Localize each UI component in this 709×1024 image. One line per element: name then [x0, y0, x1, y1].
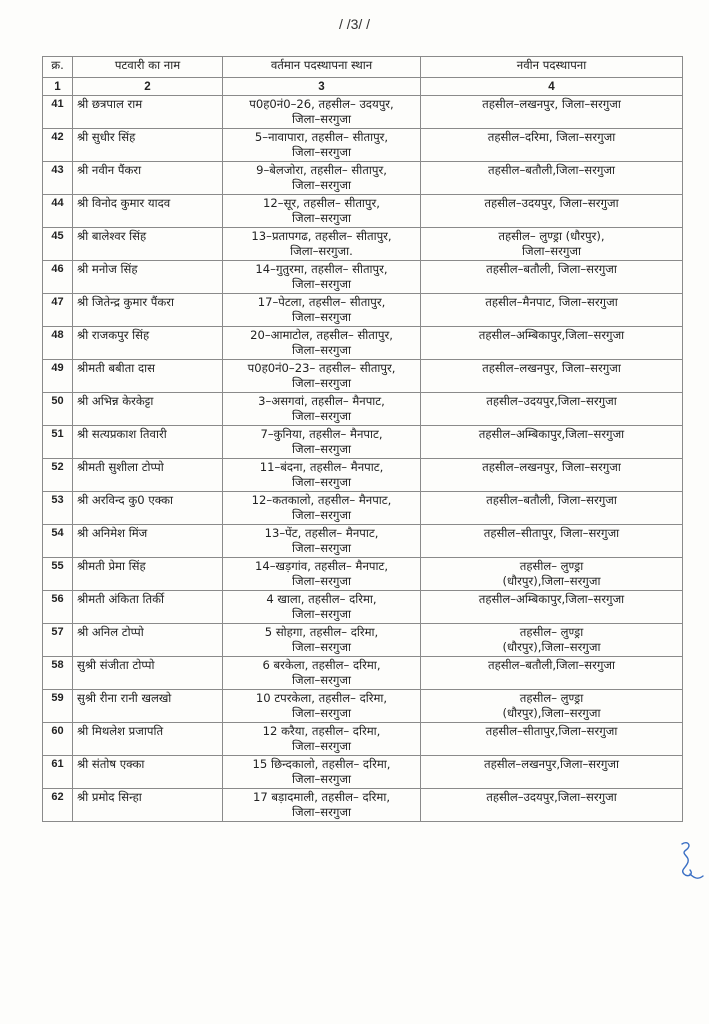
new-posting-line1: तहसील– लुण्ड्रा — [519, 625, 584, 639]
table-row — [43, 228, 683, 261]
current-posting — [223, 129, 421, 162]
current-posting-line2: जिला–सरगुजा — [292, 145, 351, 159]
new-posting-line1: तहसील–लखनपुर, जिला–सरगुजा — [482, 460, 621, 474]
new-posting — [421, 360, 683, 393]
new-posting — [421, 294, 683, 327]
current-posting — [223, 96, 421, 129]
table-row — [43, 789, 683, 822]
current-posting — [223, 393, 421, 426]
current-posting-line2: जिला–सरगुजा — [292, 442, 351, 456]
new-posting — [421, 657, 683, 690]
serial-number: 55 — [43, 558, 73, 591]
table-row — [43, 690, 683, 723]
current-posting — [223, 624, 421, 657]
current-posting-line2: जिला–सरगुजा — [292, 277, 351, 291]
new-posting — [421, 96, 683, 129]
current-posting — [223, 294, 421, 327]
table-row — [43, 195, 683, 228]
new-posting-line1: तहसील–उदयपुर, जिला–सरगुजा — [484, 196, 619, 210]
current-posting-line1: प0ह0नं0–26, तहसील– उदयपुर, — [249, 97, 394, 111]
serial-number: 50 — [43, 393, 73, 426]
patwari-name: सुश्री संजीता टोप्पो — [73, 657, 223, 690]
patwari-name: श्री अभिन्न केरकेट्टा — [73, 393, 223, 426]
current-posting — [223, 228, 421, 261]
new-posting-line1: तहसील–सीतापुर,जिला–सरगुजा — [485, 724, 618, 738]
table-row — [43, 327, 683, 360]
current-posting — [223, 525, 421, 558]
current-posting-line2: जिला–सरगुजा — [292, 574, 351, 588]
serial-number: 43 — [43, 162, 73, 195]
new-posting-line1: तहसील–सीतापुर, जिला–सरगुजा — [483, 526, 620, 540]
current-posting-line1: 9–बेलजोरा, तहसील– सीतापुर, — [256, 163, 387, 177]
current-posting-line2: जिला–सरगुजा — [292, 508, 351, 522]
patwari-name: श्री अनिल टोप्पो — [73, 624, 223, 657]
current-posting-line2: जिला–सरगुजा — [292, 178, 351, 192]
column-number: 4 — [421, 78, 683, 96]
column-number: 3 — [223, 78, 421, 96]
new-posting-line1: तहसील–लखनपुर, जिला–सरगुजा — [482, 97, 621, 111]
patwari-name: श्री अनिमेश मिंज — [73, 525, 223, 558]
serial-number: 52 — [43, 459, 73, 492]
current-posting-line2: जिला–सरगुजा — [292, 706, 351, 720]
table-row — [43, 492, 683, 525]
serial-number: 47 — [43, 294, 73, 327]
column-number-row — [43, 78, 683, 96]
current-posting-line2: जिला–सरगुजा — [292, 607, 351, 621]
current-posting-line2: जिला–सरगुजा — [292, 376, 351, 390]
serial-number: 60 — [43, 723, 73, 756]
new-posting — [421, 690, 683, 723]
current-posting — [223, 459, 421, 492]
current-posting — [223, 756, 421, 789]
current-posting-line2: जिला–सरगुजा. — [290, 244, 353, 258]
table-row — [43, 96, 683, 129]
current-posting-line1: 7–कुनिया, तहसील– मैनपाट, — [260, 427, 383, 441]
new-posting-line1: तहसील– लुण्ड्रा — [519, 691, 584, 705]
new-posting-line1: तहसील–उदयपुर,जिला–सरगुजा — [486, 790, 617, 804]
patwari-name: श्री राजकपुर सिंह — [73, 327, 223, 360]
patwari-name: श्री सुधीर सिंह — [73, 129, 223, 162]
table-row — [43, 558, 683, 591]
current-posting — [223, 360, 421, 393]
patwari-name: श्री जितेन्द्र कुमार पैंकरा — [73, 294, 223, 327]
new-posting — [421, 162, 683, 195]
current-posting — [223, 591, 421, 624]
current-posting-line1: 17–पेटला, तहसील– सीतापुर, — [257, 295, 386, 309]
current-posting-line1: प0ह0नं0–23– तहसील– सीतापुर, — [247, 361, 396, 375]
new-posting — [421, 789, 683, 822]
current-posting-line1: 13–पेंट, तहसील– मैनपाट, — [264, 526, 379, 540]
new-posting-line1: तहसील–बतौली, जिला–सरगुजा — [486, 493, 617, 507]
serial-number: 46 — [43, 261, 73, 294]
new-posting-line1: तहसील–लखनपुर, जिला–सरगुजा — [482, 361, 621, 375]
current-posting-line2: जिला–सरगुजा — [292, 409, 351, 423]
page-number: / /3/ / — [338, 16, 371, 32]
current-posting-line1: 20–आमाटोल, तहसील– सीतापुर, — [250, 328, 393, 342]
patwari-transfer-table — [42, 56, 683, 822]
serial-number: 51 — [43, 426, 73, 459]
patwari-name: श्री सत्यप्रकाश तिवारी — [73, 426, 223, 459]
current-posting-line1: 14–खड़गांव, तहसील– मैनपाट, — [254, 559, 388, 573]
new-posting-line1: तहसील–बतौली,जिला–सरगुजा — [487, 163, 616, 177]
new-posting — [421, 459, 683, 492]
serial-number: 58 — [43, 657, 73, 690]
new-posting — [421, 261, 683, 294]
new-posting-line1: तहसील–बतौली, जिला–सरगुजा — [486, 262, 617, 276]
table-row — [43, 459, 683, 492]
current-posting-line1: 5 सोहगा, तहसील– दरिमा, — [264, 625, 379, 639]
current-posting — [223, 789, 421, 822]
header-current-posting: वर्तमान पदस्थापना स्थान — [223, 57, 421, 78]
new-posting-line2: जिला–सरगुजा — [522, 244, 581, 258]
serial-number: 62 — [43, 789, 73, 822]
table-row — [43, 162, 683, 195]
new-posting — [421, 624, 683, 657]
current-posting — [223, 558, 421, 591]
current-posting-line2: जिला–सरगुजा — [292, 640, 351, 654]
header-row — [43, 57, 683, 78]
patwari-name: श्री विनोद कुमार यादव — [73, 195, 223, 228]
new-posting-line1: तहसील– लुण्ड्रा — [519, 559, 584, 573]
new-posting-line2: (धौरपुर),जिला–सरगुजा — [502, 706, 601, 720]
header-serial: क्र. — [43, 57, 73, 78]
serial-number: 53 — [43, 492, 73, 525]
new-posting-line1: तहसील– लुण्ड्रा (धौरपुर), — [498, 229, 605, 243]
table-row — [43, 393, 683, 426]
serial-number: 56 — [43, 591, 73, 624]
new-posting — [421, 558, 683, 591]
current-posting-line1: 12 करैया, तहसील– दरिमा, — [262, 724, 381, 738]
new-posting-line1: तहसील–अम्बिकापुर,जिला–सरगुजा — [478, 328, 625, 342]
new-posting-line1: तहसील–लखनपुर,जिला–सरगुजा — [483, 757, 620, 771]
table-row — [43, 624, 683, 657]
new-posting — [421, 591, 683, 624]
current-posting — [223, 426, 421, 459]
current-posting-line1: 11–बंदना, तहसील– मैनपाट, — [259, 460, 384, 474]
new-posting — [421, 195, 683, 228]
new-posting — [421, 426, 683, 459]
table-row — [43, 129, 683, 162]
current-posting — [223, 327, 421, 360]
current-posting-line1: 5–नावापारा, तहसील– सीतापुर, — [254, 130, 389, 144]
patwari-name: सुश्री रीना रानी खलखो — [73, 690, 223, 723]
table-row — [43, 657, 683, 690]
current-posting-line2: जिला–सरगुजा — [292, 673, 351, 687]
serial-number: 59 — [43, 690, 73, 723]
patwari-name: श्री मिथलेश प्रजापति — [73, 723, 223, 756]
serial-number: 61 — [43, 756, 73, 789]
column-number: 2 — [73, 78, 223, 96]
serial-number: 45 — [43, 228, 73, 261]
current-posting-line1: 4 खाला, तहसील– दरिमा, — [266, 592, 377, 606]
new-posting — [421, 228, 683, 261]
serial-number: 49 — [43, 360, 73, 393]
new-posting-line2: (धौरपुर),जिला–सरगुजा — [502, 640, 601, 654]
patwari-name: श्रीमती बबीता दास — [73, 360, 223, 393]
current-posting-line2: जिला–सरगुजा — [292, 310, 351, 324]
new-posting — [421, 723, 683, 756]
current-posting-line1: 13–प्रतापगढ, तहसील– सीतापुर, — [251, 229, 392, 243]
current-posting-line2: जिला–सरगुजा — [292, 211, 351, 225]
new-posting-line1: तहसील–अम्बिकापुर,जिला–सरगुजा — [478, 427, 625, 441]
serial-number: 57 — [43, 624, 73, 657]
new-posting — [421, 393, 683, 426]
new-posting — [421, 492, 683, 525]
new-posting-line1: तहसील–दरिमा, जिला–सरगुजा — [487, 130, 616, 144]
patwari-name: श्री मनोज सिंह — [73, 261, 223, 294]
serial-number: 48 — [43, 327, 73, 360]
current-posting-line1: 15 छिन्दकालो, तहसील– दरिमा, — [252, 757, 391, 771]
new-posting-line1: तहसील–उदयपुर,जिला–सरगुजा — [486, 394, 617, 408]
new-posting-line1: तहसील–मैनपाट, जिला–सरगुजा — [485, 295, 618, 309]
table-row — [43, 756, 683, 789]
current-posting-line1: 12–सूर, तहसील– सीतापुर, — [263, 196, 380, 210]
table-row — [43, 360, 683, 393]
new-posting-line2: (धौरपुर),जिला–सरगुजा — [502, 574, 601, 588]
patwari-name: श्री छत्रपाल राम — [73, 96, 223, 129]
serial-number: 54 — [43, 525, 73, 558]
new-posting — [421, 129, 683, 162]
table-row — [43, 525, 683, 558]
current-posting-line2: जिला–सरगुजा — [292, 772, 351, 786]
current-posting-line2: जिला–सरगुजा — [292, 541, 351, 555]
current-posting — [223, 657, 421, 690]
current-posting-line1: 17 बड़ादमाली, तहसील– दरिमा, — [252, 790, 391, 804]
current-posting-line2: जिला–सरगुजा — [292, 739, 351, 753]
patwari-name: श्रीमती सुशीला टोप्पो — [73, 459, 223, 492]
new-posting — [421, 525, 683, 558]
current-posting-line2: जिला–सरगुजा — [292, 343, 351, 357]
current-posting-line1: 14–गुतुरमा, तहसील– सीतापुर, — [255, 262, 388, 276]
table-row — [43, 261, 683, 294]
new-posting — [421, 327, 683, 360]
patwari-name: श्री प्रमोद सिन्हा — [73, 789, 223, 822]
current-posting-line1: 3–असगवां, तहसील– मैनपाट, — [258, 394, 385, 408]
patwari-name: श्री नवीन पैंकरा — [73, 162, 223, 195]
serial-number: 41 — [43, 96, 73, 129]
current-posting-line2: जिला–सरगुजा — [292, 475, 351, 489]
current-posting — [223, 261, 421, 294]
serial-number: 44 — [43, 195, 73, 228]
current-posting — [223, 723, 421, 756]
new-posting — [421, 756, 683, 789]
current-posting — [223, 162, 421, 195]
column-number: 1 — [43, 78, 73, 96]
patwari-name: श्री अरविन्द कु0 एक्का — [73, 492, 223, 525]
signature-mark — [676, 840, 704, 884]
current-posting-line2: जिला–सरगुजा — [292, 112, 351, 126]
patwari-name: श्रीमती प्रेमा सिंह — [73, 558, 223, 591]
new-posting-line1: तहसील–बतौली,जिला–सरगुजा — [487, 658, 616, 672]
table-row — [43, 426, 683, 459]
table-row — [43, 591, 683, 624]
current-posting-line1: 10 टपरकेला, तहसील– दरिमा, — [255, 691, 388, 705]
current-posting-line1: 12–कतकालो, तहसील– मैनपाट, — [251, 493, 392, 507]
current-posting-line1: 6 बरकेला, तहसील– दरिमा, — [262, 658, 381, 672]
current-posting-line2: जिला–सरगुजा — [292, 805, 351, 819]
patwari-name: श्री संतोष एक्का — [73, 756, 223, 789]
new-posting-line1: तहसील–अम्बिकापुर,जिला–सरगुजा — [478, 592, 625, 606]
table-row — [43, 294, 683, 327]
table-row — [43, 723, 683, 756]
patwari-name: श्री बालेश्वर सिंह — [73, 228, 223, 261]
serial-number: 42 — [43, 129, 73, 162]
header-name: पटवारी का नाम — [73, 57, 223, 78]
patwari-name: श्रीमती अंकिता तिर्की — [73, 591, 223, 624]
current-posting — [223, 195, 421, 228]
current-posting — [223, 690, 421, 723]
current-posting — [223, 492, 421, 525]
header-new-posting: नवीन पदस्थापना — [421, 57, 683, 78]
